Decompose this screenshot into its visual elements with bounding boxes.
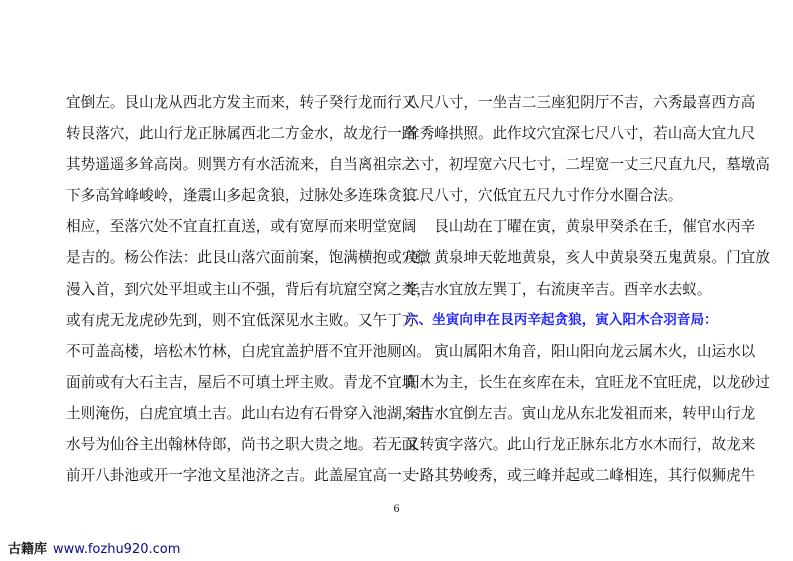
right-text-line: 案吉水宜倒左吉。寅山龙从东北发祖而来，转甲山行龙 bbox=[405, 404, 756, 422]
left-text-line: 相应，至落穴处不宜直扛直送，或有宽厚而来明堂宽阔 bbox=[66, 218, 417, 236]
right-text-line: 阳木为主，长生在亥库在未，宜旺龙不宜旺虎，以龙砂过 bbox=[405, 373, 770, 391]
right-text-line: 庚，黄泉坤天乾地黄泉，亥人中黄泉癸五鬼黄泉。门宜放 bbox=[405, 249, 770, 267]
right-text-line: 六寸，初埕宽六尺七寸，二埕宽一丈三尺直九尺，墓墩高 bbox=[405, 156, 770, 174]
left-text-line: 水号为仙谷主出翰林侍郎，尚书之职大贵之地。若无面 bbox=[66, 436, 417, 454]
left-text-line: 漫入首，到穴处平坦或主山不强，背后有坑窟空窝之类， bbox=[66, 280, 431, 298]
left-text-line: 土则淹伤，白虎宜填土吉。此山右边有石骨穿入池湖，出 bbox=[66, 404, 431, 422]
left-text-line: 前开八卦池或开一字池文星池济之吉。此盖屋宜高一丈 bbox=[66, 467, 417, 485]
left-text-column bbox=[66, 87, 431, 491]
left-text-line: 面前或有大石主吉，屋后不可填土坪主败。青龙不宜填 bbox=[66, 373, 417, 391]
left-text-line: 或有虎无龙虎砂先到，则不宜低深见水主败。又午丁方 bbox=[66, 311, 417, 329]
right-text-line: 一路其势峻秀，或三峰并起或二峰相连，其行似狮虎牛 bbox=[405, 467, 756, 485]
watermark-site: www.fozhu920.com bbox=[53, 542, 181, 557]
left-text-line: 宜倒左。艮山龙从西北方发主而来，转子癸行龙而行又 bbox=[66, 94, 417, 111]
right-text-line: 耸秀峰拱照。此作坟穴宜深七尺八寸，若山高大宜九尺 bbox=[405, 125, 756, 143]
left-text-line: 是吉的。杨公作法：此艮山落穴面前案，饱满横抱或穴微 bbox=[66, 249, 431, 267]
right-text-line: 辛吉水宜放左巽丁，右流庚辛吉。酉辛水去蚁。 bbox=[405, 280, 712, 298]
page-number: 6 bbox=[393, 504, 400, 515]
left-text-line: 转艮落穴，此山行龙正脉属西北二方金水，故龙行一路 bbox=[66, 125, 417, 143]
left-text-line: 其势遥遥多耸高岗。则巽方有水活流来，自当离祖宗之 bbox=[66, 156, 417, 174]
watermark bbox=[8, 538, 180, 557]
right-text-line: 寅山属阳木角音，阳山阳向龙云属木火，山运水以 bbox=[405, 342, 756, 360]
right-text-column bbox=[405, 87, 770, 491]
left-text-line: 不可盖高楼，培松木竹林，白虎宜盖护厝不宜开池厕凶。 bbox=[66, 342, 431, 360]
watermark-brand: 古籍库 bbox=[8, 542, 48, 557]
section-heading: 六、坐寅向申在艮丙辛起贪狼，寅入阳木合羽音局： bbox=[405, 311, 718, 328]
right-text-line: 艮山劫在丁曜在寅，黄泉甲癸杀在壬，催官水丙辛 bbox=[405, 218, 756, 236]
right-text-line: 二尺八寸，穴低宜五尺九寸作分水圈合法。 bbox=[405, 187, 683, 205]
right-text-line: 又转寅字落穴。此山行龙正脉东北方水木而行，故龙来 bbox=[405, 436, 756, 454]
left-text-line: 下多高耸峰峻岭，逢震山多起贪狼，过脉处多连珠贪狼 bbox=[66, 187, 417, 205]
right-text-line: 八尺八寸，一坐吉二三座犯阴厅不吉，六秀最喜西方高 bbox=[405, 94, 756, 111]
